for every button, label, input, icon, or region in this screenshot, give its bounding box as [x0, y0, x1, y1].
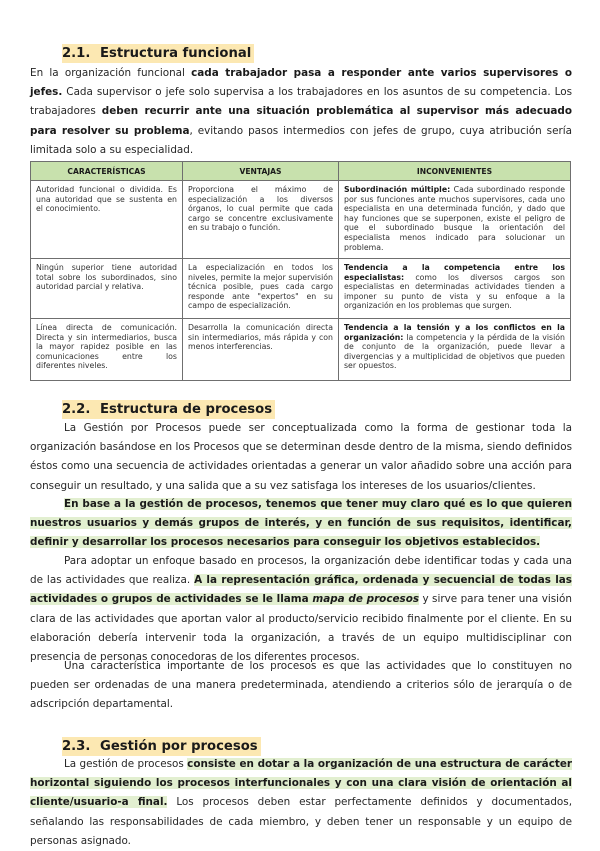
comparison-table: [30, 161, 571, 381]
text-run: y sirve para tener una visión clara de las actividades que aportan valor al producto/servicio recibido finalmente por el cliente. En su elaboración debería intervenir toda la organización, a través de un equipo multidisciplinar con presencia de personas conocedoras de los diferentes procesos.: [30, 593, 572, 664]
table-cell: [339, 259, 571, 319]
paragraph-estructura-funcional: [30, 64, 572, 160]
table-cell: Ningún superior tiene autoridad total sobre los subordinados, sino autoridad parcial y relativa.: [31, 259, 183, 319]
text-run: , evitando pasos intermedios con jefes de grupo, cuya atribución sería limitada solo a su especialidad.: [30, 124, 573, 156]
cell-bold-title: Subordinación múltiple:: [344, 185, 451, 194]
section-title: Estructura funcional: [100, 46, 252, 61]
section-number: 2.3.: [62, 739, 91, 754]
column-header: INCONVENIENTES: [339, 162, 571, 181]
cell-text: la competencia y la pérdida de la visión de conjunto de la organización, puede llevar a divergencias y a multiplicidad de objetivos que pueden ser opuestos.: [344, 332, 565, 371]
cell-text: como los diversos cargos son especialistas en determinadas actividades tienden a imponer su punto de vista y su enfoque a la organización en los problemas que surgen.: [344, 272, 565, 311]
text-run: Cada supervisor o jefe solo supervisa a los trabajadores en los asuntos de su competencia. Los trabajadores: [30, 86, 572, 118]
section-heading-2-2: [62, 400, 275, 419]
section-heading-2-3: [62, 737, 261, 756]
table-row: [31, 259, 571, 319]
paragraph-procesos-4: [30, 657, 572, 715]
text-run: La Gestión por Procesos puede ser conceptualizada como la forma de gestionar toda la organización basándose en los Procesos que se determinan desde dentro de la misma, siendo definidos éstos como una secuencia de actividades orientadas a generar un valor añadido sobre una acción para conseguir un resultado, y una salida que a su vez satisfaga los intereses de los usuarios/clientes.: [30, 422, 572, 492]
bold-run: cada trabajador pasa a responder ante varios supervisores o jefes.: [30, 67, 572, 99]
highlighted-italic-run: mapa de procesos: [312, 593, 420, 606]
section-number: 2.2.: [62, 402, 91, 417]
table-row: [31, 319, 571, 381]
cell-bold-title: Tendencia a la competencia entre los especialistas:: [344, 263, 565, 282]
table-cell: [339, 319, 571, 381]
column-header: VENTAJAS: [183, 162, 339, 181]
column-header: CARACTERÍSTICAS: [31, 162, 183, 181]
paragraph-procesos-2: [30, 495, 572, 553]
text-run: Los procesos deben estar perfectamente definidos y documentados, señalando las responsabilidades de cada miembro, y deben tener un responsable y un equipo de personas asignado.: [30, 796, 572, 847]
text-run: Una característica importante de los procesos es que las actividades que lo constituyen no pueden ser ordenadas de una manera predeterminada, atendiendo a criterios sólo de jerarquía o de adscripción departamental.: [30, 660, 572, 711]
cell-bold-title: Tendencia a la tensión y a los conflictos en la organización:: [344, 323, 565, 342]
table-cell: Línea directa de comunicación. Directa y sin intermediarios, busca la mayor rapidez posible en las comunicaciones entre los diferentes niveles.: [31, 319, 183, 381]
cell-text: Cada subordinado responde por sus funciones ante muchos supervisores, cada uno especialista en una determinada función, y dado que hay funciones que se superponen, existe el peligro de que el subordinado busque la orientación del especialista menos indicado para solucionar un problema.: [344, 185, 565, 252]
bold-run: deben recurrir ante una situación problemática al supervisor más adecuado para resolver su problema: [30, 105, 572, 137]
highlighted-bold-run: En base a la gestión de procesos, tenemos que tener muy claro qué es lo que quieren nuestros usuarios y demás grupos de interés, y en función de sus requisitos, identificar, definir y desarrollar los procesos necesarios para conseguir los objetivos establecidos.: [30, 498, 572, 549]
table-cell: Proporciona el máximo de especialización a los diversos órganos, lo cual permite que cada cargo se concentre exclusivamente en su trabajo o función.: [183, 181, 339, 259]
table-cell: La especialización en todos los niveles, permite la mejor supervisión técnica posible, pues cada cargo responde ante "expertos" en su campo de especialización.: [183, 259, 339, 319]
section-heading-2-1: [62, 44, 254, 63]
paragraph-gestion-procesos: [30, 755, 572, 851]
paragraph-mapa-procesos: [30, 552, 572, 667]
table-cell: Autoridad funcional o dividida. Es una autoridad que se sustenta en el conocimiento.: [31, 181, 183, 259]
table-cell: [339, 181, 571, 259]
section-title: Estructura de procesos: [100, 402, 273, 417]
highlighted-bold-run: consiste en dotar a la organización de una estructura de carácter horizontal siguiendo los procesos interfuncionales y con una clara visión de orientación al cliente/usuario-a final.: [30, 758, 572, 809]
table-row: [31, 181, 571, 259]
table-cell: Desarrolla la comunicación directa sin intermediarios, más rápida y con menos interferencias.: [183, 319, 339, 381]
section-title: Gestión por procesos: [100, 739, 258, 754]
text-run: La gestión de procesos: [64, 758, 188, 770]
text-run: Para adoptar un enfoque basado en procesos, la organización debe identificar todas y cada una de las actividades que realiza.: [30, 555, 572, 587]
highlighted-bold-run: A la representación gráfica, ordenada y secuencial de todas las actividades o grupos de actividades se le llama: [30, 574, 572, 606]
paragraph-procesos-1: [30, 419, 572, 496]
section-number: 2.1.: [62, 46, 91, 61]
text-run: En la organización funcional: [30, 67, 192, 79]
table-header-row: [31, 162, 571, 181]
